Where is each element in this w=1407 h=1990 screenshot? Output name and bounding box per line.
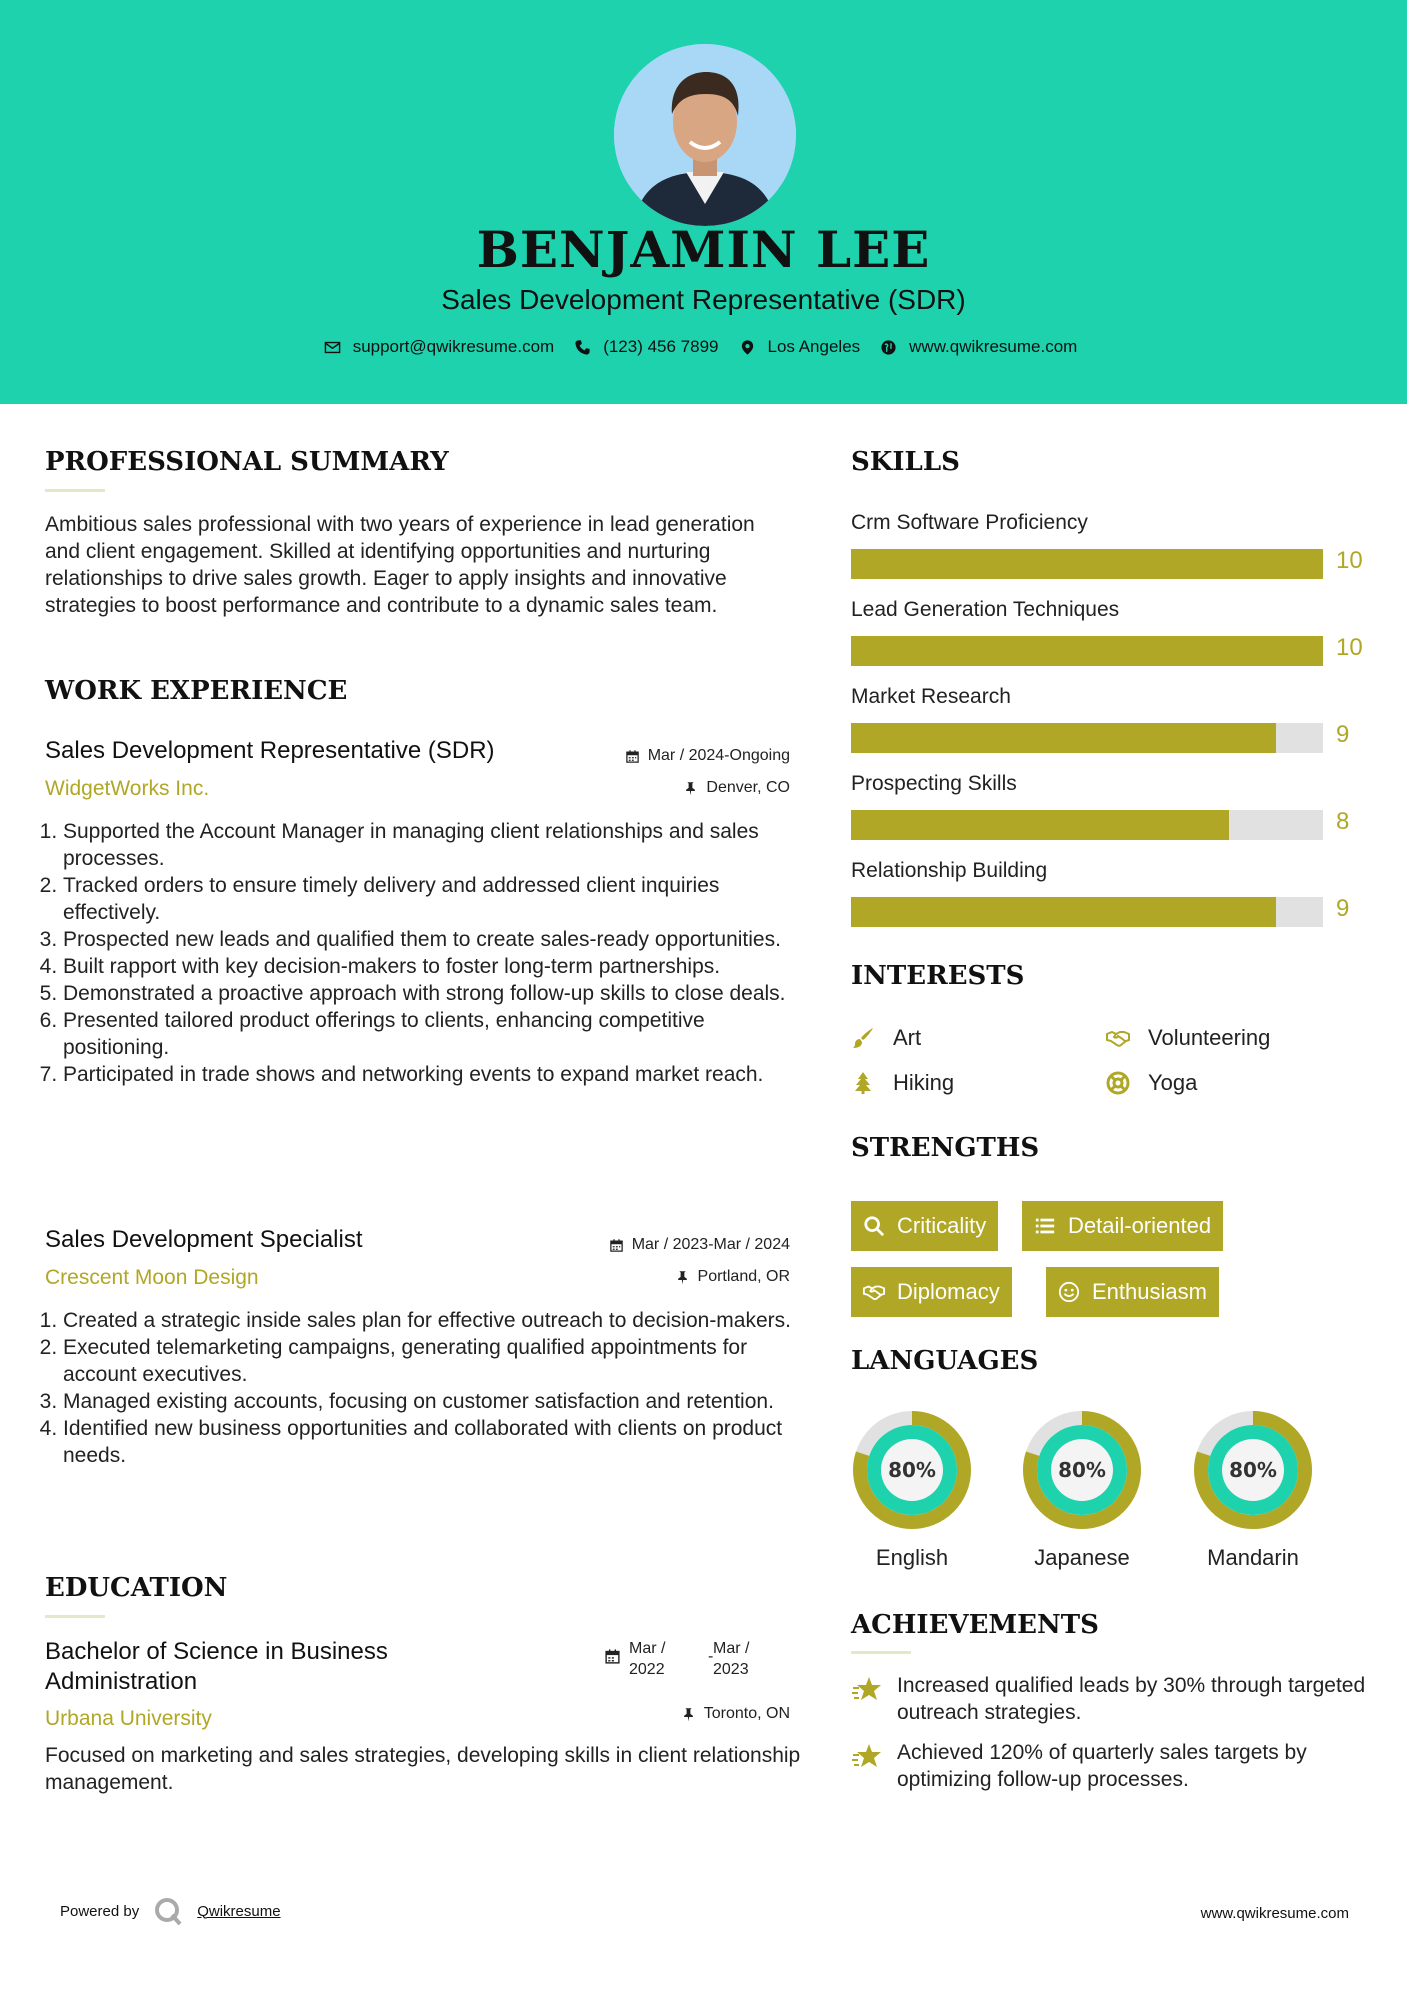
achievement-text: Increased qualified leads by 30% through targeted outreach strategies. (897, 1674, 1366, 1724)
education-calendar (604, 1648, 624, 1668)
phone-text: (123) 456 7899 (603, 337, 719, 356)
job-1-bullets (35, 818, 800, 1088)
skill-bar-fill (851, 897, 1276, 927)
phone-icon (574, 339, 591, 356)
skill-label: Prospecting Skills (851, 772, 1017, 795)
interest-label: Volunteering (1148, 1025, 1271, 1050)
search-icon (863, 1215, 885, 1237)
education-location (560, 1705, 790, 1723)
list-item: 3. Prospected new leads and qualified them to create sales-ready opportunities. (63, 926, 800, 953)
tree-icon (851, 1071, 875, 1095)
interest-volunteering (1106, 1025, 1270, 1051)
globe-icon (880, 339, 897, 356)
job-2-company: Crescent Moon Design (45, 1266, 259, 1289)
candidate-name: BENJAMIN LEE (476, 220, 931, 279)
email-text: support@qwikresume.com (352, 337, 555, 356)
pushpin-icon (683, 781, 698, 796)
contact-bar (0, 337, 1407, 357)
pushpin-icon (681, 1707, 696, 1722)
language-ring (1021, 1409, 1143, 1536)
job-2-location (560, 1268, 790, 1286)
language-label: English (875, 1545, 949, 1570)
strength-label: Detail-oriented (1068, 1213, 1212, 1238)
language-label: Japanese (1034, 1545, 1130, 1570)
education-description: Focused on marketing and sales strategies, developing skills in client relationship management. (45, 1744, 801, 1794)
job-1-date-text: Mar / 2024-Ongoing (647, 747, 790, 764)
skill-bar-track (851, 636, 1323, 666)
education-location-text: Toronto, ON (703, 1705, 790, 1722)
list-item: 3. Managed existing accounts, focusing on customer satisfaction and retention. (63, 1388, 800, 1415)
list-item: 1. Supported the Account Manager in managing client relationships and sales processes. (63, 818, 800, 872)
handshake-icon (1106, 1026, 1130, 1050)
skill-bar-track (851, 723, 1323, 753)
skill-bar-track (851, 810, 1323, 840)
achievements-underline (851, 1651, 911, 1654)
map-pin-icon (739, 339, 756, 356)
star-badge-icon (851, 1674, 883, 1706)
achievement-text: Achieved 120% of quarterly sales targets by optimizing follow-up processes. (897, 1741, 1307, 1791)
list-item: 4. Identified new business opportunities and collaborated with clients on product needs. (63, 1415, 800, 1469)
job-1-location-text: Denver, CO (706, 779, 790, 796)
language-percent: 80% (1058, 1458, 1106, 1482)
language-label: Mandarin (1207, 1545, 1299, 1570)
footer-powered-by (60, 1896, 281, 1926)
qwikresume-logo-icon (153, 1896, 183, 1926)
website-text: www.qwikresume.com (909, 337, 1078, 356)
interest-hiking (851, 1070, 954, 1096)
skill-label: Relationship Building (851, 859, 1048, 882)
lifebuoy-icon (1106, 1071, 1130, 1095)
footer-website[interactable]: www.qwikresume.com (1200, 1905, 1349, 1922)
strength-diplomacy (851, 1267, 1012, 1317)
job-2-date-text: Mar / 2023-Mar / 2024 (631, 1236, 790, 1253)
star-badge-icon (851, 1741, 883, 1773)
skill-label: Market Research (851, 685, 1011, 708)
handshake-icon (863, 1281, 885, 1303)
interest-label: Yoga (1148, 1070, 1198, 1095)
list-item: 7. Participated in trade shows and networking events to expand market reach. (63, 1061, 800, 1088)
skill-label: Lead Generation Techniques (851, 598, 1120, 621)
contact-email[interactable] (324, 337, 555, 357)
summary-underline (45, 489, 105, 492)
list-item: 4. Built rapport with key decision-makers to foster long-term partnerships. (63, 953, 800, 980)
job-2-title: Sales Development Specialist (45, 1226, 363, 1253)
qwikresume-link[interactable]: Qwikresume (197, 1902, 281, 1920)
strengths-heading: STRENGTHS (851, 1133, 1040, 1163)
education-date-dash: - (708, 1648, 714, 1665)
skill-value: 8 (1336, 808, 1350, 835)
strength-label: Criticality (897, 1213, 987, 1238)
interest-label: Art (893, 1025, 922, 1050)
calendar-icon (604, 1648, 621, 1665)
skill-bar-fill (851, 549, 1323, 579)
summary-heading: PROFESSIONAL SUMMARY (45, 447, 449, 477)
list-item: 5. Demonstrated a proactive approach with strong follow-up skills to close deals. (63, 980, 800, 1007)
language-ring (851, 1409, 973, 1536)
paintbrush-icon (851, 1026, 875, 1050)
list-item: 1. Created a strategic inside sales plan for effective outreach to decision-makers. (63, 1307, 800, 1334)
language-percent: 80% (888, 1458, 936, 1482)
list-item: 2. Executed telemarketing campaigns, generating qualified appointments for account executives. (63, 1334, 800, 1388)
education-date-end: Mar / 2023 (713, 1640, 750, 1678)
strength-label: Diplomacy (897, 1279, 1000, 1304)
skill-bar-fill (851, 810, 1229, 840)
interests-heading: INTERESTS (851, 961, 1025, 991)
achievement-item (851, 1739, 1371, 1793)
location-text: Los Angeles (767, 337, 861, 356)
profile-photo (614, 44, 796, 226)
envelope-icon (324, 339, 341, 356)
summary-text: Ambitious sales professional with two years of experience in lead generation and client engagement. Skilled at identifying opportunities and nurturing relationships to drive sales growth. Eager to apply insights and innovative strategies to boost performance and contribute to a dynamic sales team. (45, 513, 755, 617)
contact-location (739, 337, 861, 357)
calendar-icon (609, 1238, 624, 1253)
list-item: 6. Presented tailored product offerings to clients, enhancing competitive positioning. (63, 1007, 800, 1061)
smile-icon (1058, 1281, 1080, 1303)
skill-value: 10 (1336, 634, 1363, 661)
strength-detail-oriented (1022, 1201, 1223, 1251)
experience-heading: WORK EXPERIENCE (45, 676, 348, 706)
candidate-title: Sales Development Representative (SDR) (441, 284, 966, 315)
job-2-bullets (35, 1307, 800, 1469)
language-progress-ring (1021, 1409, 1143, 1531)
skill-value: 9 (1336, 895, 1350, 922)
education-degree: Bachelor of Science in Business Administration (45, 1638, 388, 1695)
skill-bar-track (851, 897, 1323, 927)
education-date-start: Mar / 2022 (629, 1640, 666, 1678)
language-progress-ring (1192, 1409, 1314, 1531)
languages-heading: LANGUAGES (851, 1346, 1039, 1376)
interest-label: Hiking (893, 1070, 955, 1095)
skill-value: 10 (1336, 547, 1363, 574)
list-icon (1034, 1215, 1056, 1237)
strength-label: Enthusiasm (1092, 1279, 1207, 1304)
achievements-heading: ACHIEVEMENTS (851, 1610, 1099, 1640)
education-school: Urbana University (45, 1707, 212, 1730)
job-1-company: WidgetWorks Inc. (45, 777, 210, 800)
job-2-location-text: Portland, OR (697, 1268, 790, 1285)
pushpin-icon (675, 1270, 690, 1285)
skills-heading: SKILLS (851, 447, 960, 477)
job-1-location (560, 779, 790, 797)
header-banner (0, 0, 1407, 404)
language-ring (1192, 1409, 1314, 1536)
strength-enthusiasm (1046, 1267, 1219, 1317)
calendar-icon (625, 749, 640, 764)
contact-website[interactable] (880, 337, 1077, 357)
interest-yoga (1106, 1070, 1197, 1096)
person-silhouette-icon (614, 44, 796, 226)
strength-criticality (851, 1201, 998, 1251)
job-2-date (540, 1236, 790, 1254)
achievement-item (851, 1672, 1371, 1726)
language-progress-ring (851, 1409, 973, 1531)
education-heading: EDUCATION (45, 1573, 228, 1603)
list-item: 2. Tracked orders to ensure timely delivery and addressed client inquiries effectively. (63, 872, 800, 926)
skill-bar-fill (851, 636, 1323, 666)
interest-art (851, 1025, 921, 1051)
skill-value: 9 (1336, 721, 1350, 748)
language-percent: 80% (1229, 1458, 1277, 1482)
contact-phone[interactable] (574, 337, 718, 357)
skill-bar-track (851, 549, 1323, 579)
job-1-title: Sales Development Representative (SDR) (45, 737, 495, 764)
skill-bar-fill (851, 723, 1276, 753)
job-1-date (560, 747, 790, 765)
skill-label: Crm Software Proficiency (851, 511, 1088, 534)
education-underline (45, 1615, 105, 1618)
powered-by-text: Powered by (60, 1902, 140, 1920)
